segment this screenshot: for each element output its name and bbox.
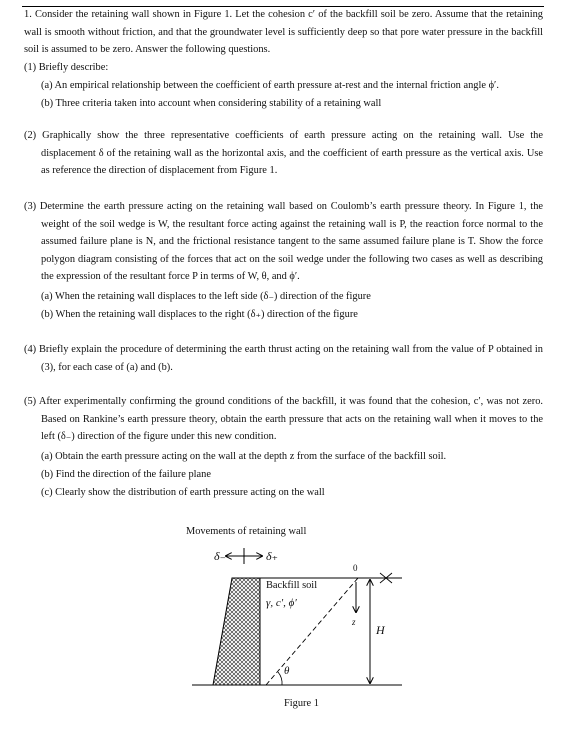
q3-item-a: (a) When the retaining wall displaces to the left side (δ₋) direction of the figure <box>41 291 371 302</box>
q5-item-c: (c) Clearly show the distribution of earth pressure acting on the wall <box>41 487 325 498</box>
figure-1 <box>180 520 420 720</box>
q1-item-a: (a) An empirical relationship between the coefficient of earth pressure at-rest and the internal friction angle ϕ′. <box>41 80 499 91</box>
figure-caption: Figure 1 <box>284 698 319 709</box>
failure-plane <box>266 578 358 685</box>
q5-text: (5) After experimentally confirming the ground conditions of the backfill, it was found that the cohesion, c′, was not zero. Based on Rankine’s earth pressure theory, obtain the earth pressure that acts on the retaining wall when it moves to the left (δ₋) direction of the figure under this new condition. <box>24 396 543 443</box>
delta-plus-label: δ₊ <box>266 549 278 563</box>
surface-symbol <box>380 573 402 583</box>
z-label: z <box>352 617 356 627</box>
q5-item-a: (a) Obtain the earth pressure acting on the wall at the depth z from the surface of the backfill soil. <box>41 451 447 462</box>
q1-heading: (1) Briefly describe: <box>24 62 109 73</box>
q3-text: (3) Determine the earth pressure acting on the retaining wall based on Coulomb’s earth pressure theory. In Figure 1, the weight of the soil wedge is W, the resultant force acting against the retaining wall is P, the reaction force normal to the assumed failure plane is N, and the frictional resistance tangent to the same assumed failure plane is T. Show the force polygon diagram consisting of the forces that act on the soil wedge under the following two cases as well as describing the expression of the resultant force P in terms of W, θ, and ϕ′. <box>24 201 543 283</box>
backfill-label: Backfill soil <box>266 580 318 591</box>
retaining-wall <box>213 578 260 685</box>
movement-arrow <box>226 548 262 564</box>
q5-item-b: (b) Find the direction of the failure plane <box>41 469 211 480</box>
theta-arc <box>278 672 282 685</box>
q4-text: (4) Briefly explain the procedure of determining the earth thrust acting on the retaining wall from the value of P obtained in (3), for each case of (a) and (b). <box>24 344 543 373</box>
theta-label: θ <box>284 665 290 677</box>
q1-intro: 1. Consider the retaining wall shown in Figure 1. Let the cohesion c′ of the backfill soil be zero. Assume that the retaining wall is smooth without friction, and that the groundwater level is sufficiently deep so that pore water pressure in the backfill soil is assumed to be zero. Answer the following questions. <box>24 9 543 56</box>
q2-text: (2) Graphically show the three representative coefficients of earth pressure acting on the retaining wall. Use the displacement δ of the retaining wall as the horizontal axis, and the coefficient of earth pressure as the vertical axis. Use as reference the direction of displacement from Figure 1. <box>24 130 543 177</box>
h-label: H <box>376 623 385 637</box>
figure-title: Movements of retaining wall <box>186 526 307 537</box>
q3-item-b: (b) When the retaining wall displaces to the right (δ₊) direction of the figure <box>41 309 358 320</box>
soil-params-label: γ, c′, ϕ′ <box>266 597 297 609</box>
q1-item-b: (b) Three criteria taken into account when considering stability of a retaining wall <box>41 98 382 109</box>
delta-minus-label: δ₋ <box>214 549 226 563</box>
origin-zero-label: 0 <box>353 563 358 573</box>
